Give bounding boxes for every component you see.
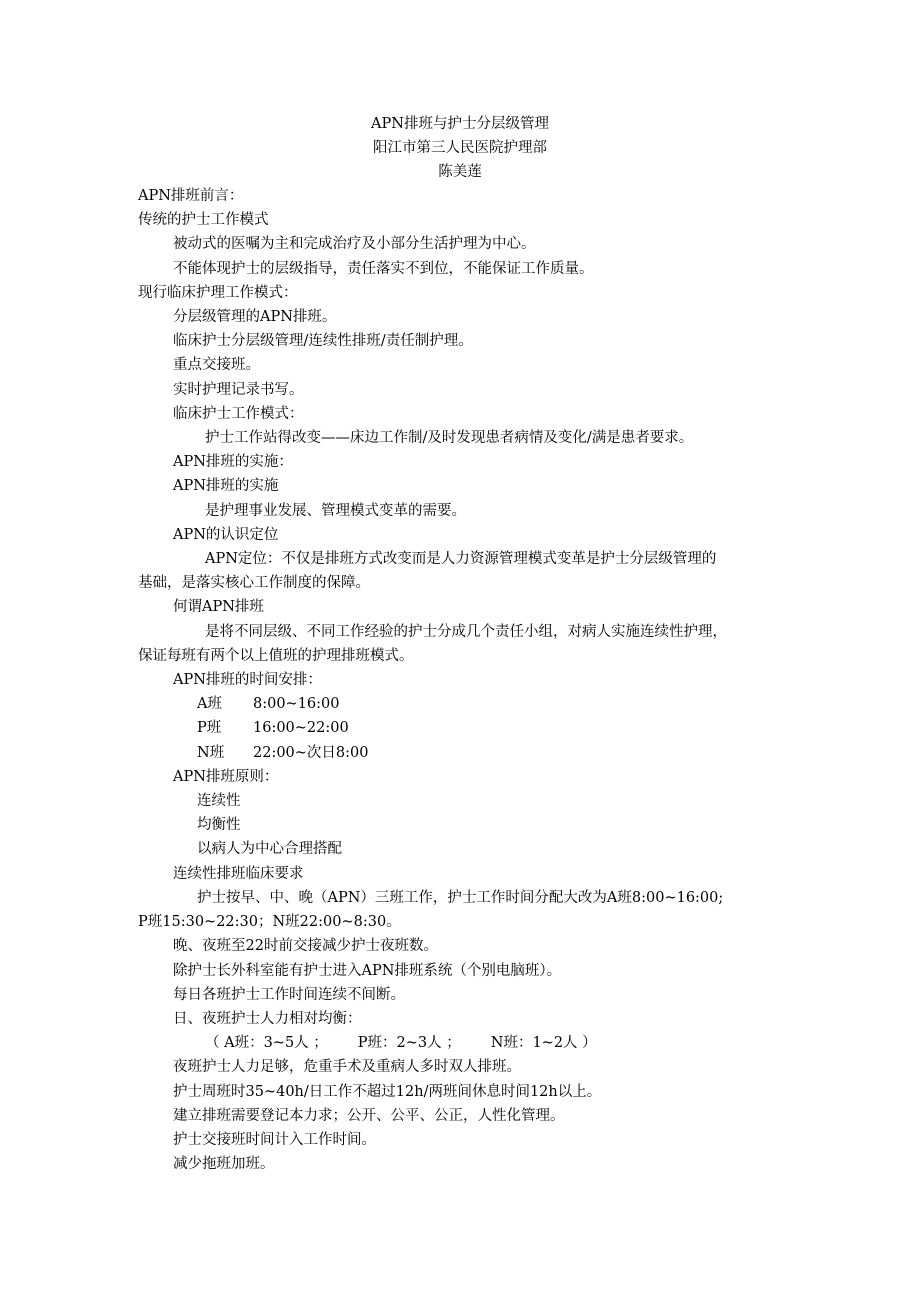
paragraph: 被动式的医嘱为主和完成治疗及小部分生活护理为中心。 bbox=[173, 236, 536, 253]
organization-name: 阳江市第三人民医院护理部 bbox=[373, 140, 547, 156]
ratio-n: N班：1~2人 ） bbox=[490, 1035, 597, 1052]
author-name: 陈美莲 bbox=[438, 164, 482, 180]
paragraph: 除护士长外科室能有护士进入APN排班系统（个别电脑班）。 bbox=[173, 962, 562, 979]
principle-item: 连续性 bbox=[197, 793, 241, 810]
staffing-ratio-row bbox=[138, 1031, 778, 1055]
preface-heading: APN排班前言： bbox=[138, 188, 244, 204]
impl-heading: APN排班的实施： bbox=[173, 454, 293, 471]
what-heading: 何谓APN排班 bbox=[173, 599, 264, 616]
paragraph: 每日各班护士工作时间连续不间断。 bbox=[173, 986, 405, 1003]
paragraph: 分层级管理的APN排班。 bbox=[173, 309, 337, 326]
paragraph: 建立排班需要登记本力求；公开、公平、公正，人性化管理。 bbox=[173, 1107, 565, 1124]
shift-row bbox=[138, 692, 778, 716]
shift-row bbox=[138, 716, 778, 740]
paragraph: APN排班的实施 bbox=[173, 478, 279, 495]
shift-name: P班 bbox=[197, 720, 222, 737]
traditional-heading: 传统的护士工作模式 bbox=[138, 212, 269, 229]
shift-name: A班 bbox=[197, 696, 222, 713]
paragraph: 护士工作站得改变——床边工作制/及时发现患者病情及变化/满是患者要求。 bbox=[205, 430, 694, 447]
time-heading: APN排班的时间安排： bbox=[173, 672, 322, 689]
paragraph: APN定位：不仅是排班方式改变而是人力资源管理模式变革是护士分层级管理的 bbox=[205, 551, 717, 568]
shift-name: N班 bbox=[197, 744, 225, 761]
paragraph: 重点交接班。 bbox=[173, 357, 260, 374]
paragraph: 夜班护士人力足够，危重手术及重病人多时双人排班。 bbox=[173, 1059, 521, 1076]
paragraph: 护士周班时35~40h/日工作不超过12h/两班间休息时间12h以上。 bbox=[173, 1083, 602, 1100]
paragraph: 护士交接班时间计入工作时间。 bbox=[173, 1131, 376, 1148]
shift-time: 16:00~22:00 bbox=[253, 720, 349, 737]
principle-item: 均衡性 bbox=[197, 817, 241, 834]
title-block bbox=[0, 112, 920, 184]
principle-item: 以病人为中心合理搭配 bbox=[197, 841, 342, 858]
paragraph: 晚、夜班至22时前交接减少护士夜班数。 bbox=[173, 938, 438, 955]
document-title: APN排班与护士分层级管理 bbox=[371, 116, 549, 132]
continuity-heading: 连续性排班临床要求 bbox=[173, 865, 304, 882]
paragraph: 日、夜班护士人力相对均衡： bbox=[173, 1010, 362, 1027]
paragraph: 实时护理记录书写。 bbox=[173, 381, 304, 398]
shift-time: 22:00~次日8:00 bbox=[253, 744, 369, 761]
paragraph: 是护理事业发展、管理模式变革的需要。 bbox=[205, 502, 466, 519]
paragraph: 基础，是落实核心工作制度的保障。 bbox=[138, 575, 370, 592]
paragraph: 减少拖班加班。 bbox=[173, 1156, 275, 1173]
ratio-p: P班：2~3人 ； bbox=[357, 1035, 461, 1052]
paragraph: 临床护士工作模式： bbox=[173, 405, 304, 422]
paragraph: P班15:30~22:30；N班22:00~8:30。 bbox=[138, 914, 401, 931]
document-body bbox=[138, 184, 778, 1176]
current-heading: 现行临床护理工作模式： bbox=[138, 284, 298, 301]
recognition-heading: APN的认识定位 bbox=[173, 526, 279, 543]
ratio-a: （ A班：3~5人 ； bbox=[205, 1035, 328, 1052]
shift-time: 8:00~16:00 bbox=[253, 696, 340, 713]
paragraph: 是将不同层级、不同工作经验的护士分成几个责任小组，对病人实施连续性护理， bbox=[205, 623, 727, 640]
shift-row bbox=[138, 741, 778, 765]
principle-heading: APN排班原则： bbox=[173, 768, 279, 785]
paragraph: 临床护士分层级管理/连续性排班/责任制护理。 bbox=[173, 333, 473, 350]
paragraph: 护士按早、中、晚（APN）三班工作，护士工作时间分配大改为A班8:00~16:00; bbox=[197, 889, 724, 906]
paragraph: 保证每班有两个以上值班的护理排班模式。 bbox=[138, 647, 414, 664]
paragraph: 不能体现护士的层级指导，责任落实不到位，不能保证工作质量。 bbox=[173, 260, 594, 277]
